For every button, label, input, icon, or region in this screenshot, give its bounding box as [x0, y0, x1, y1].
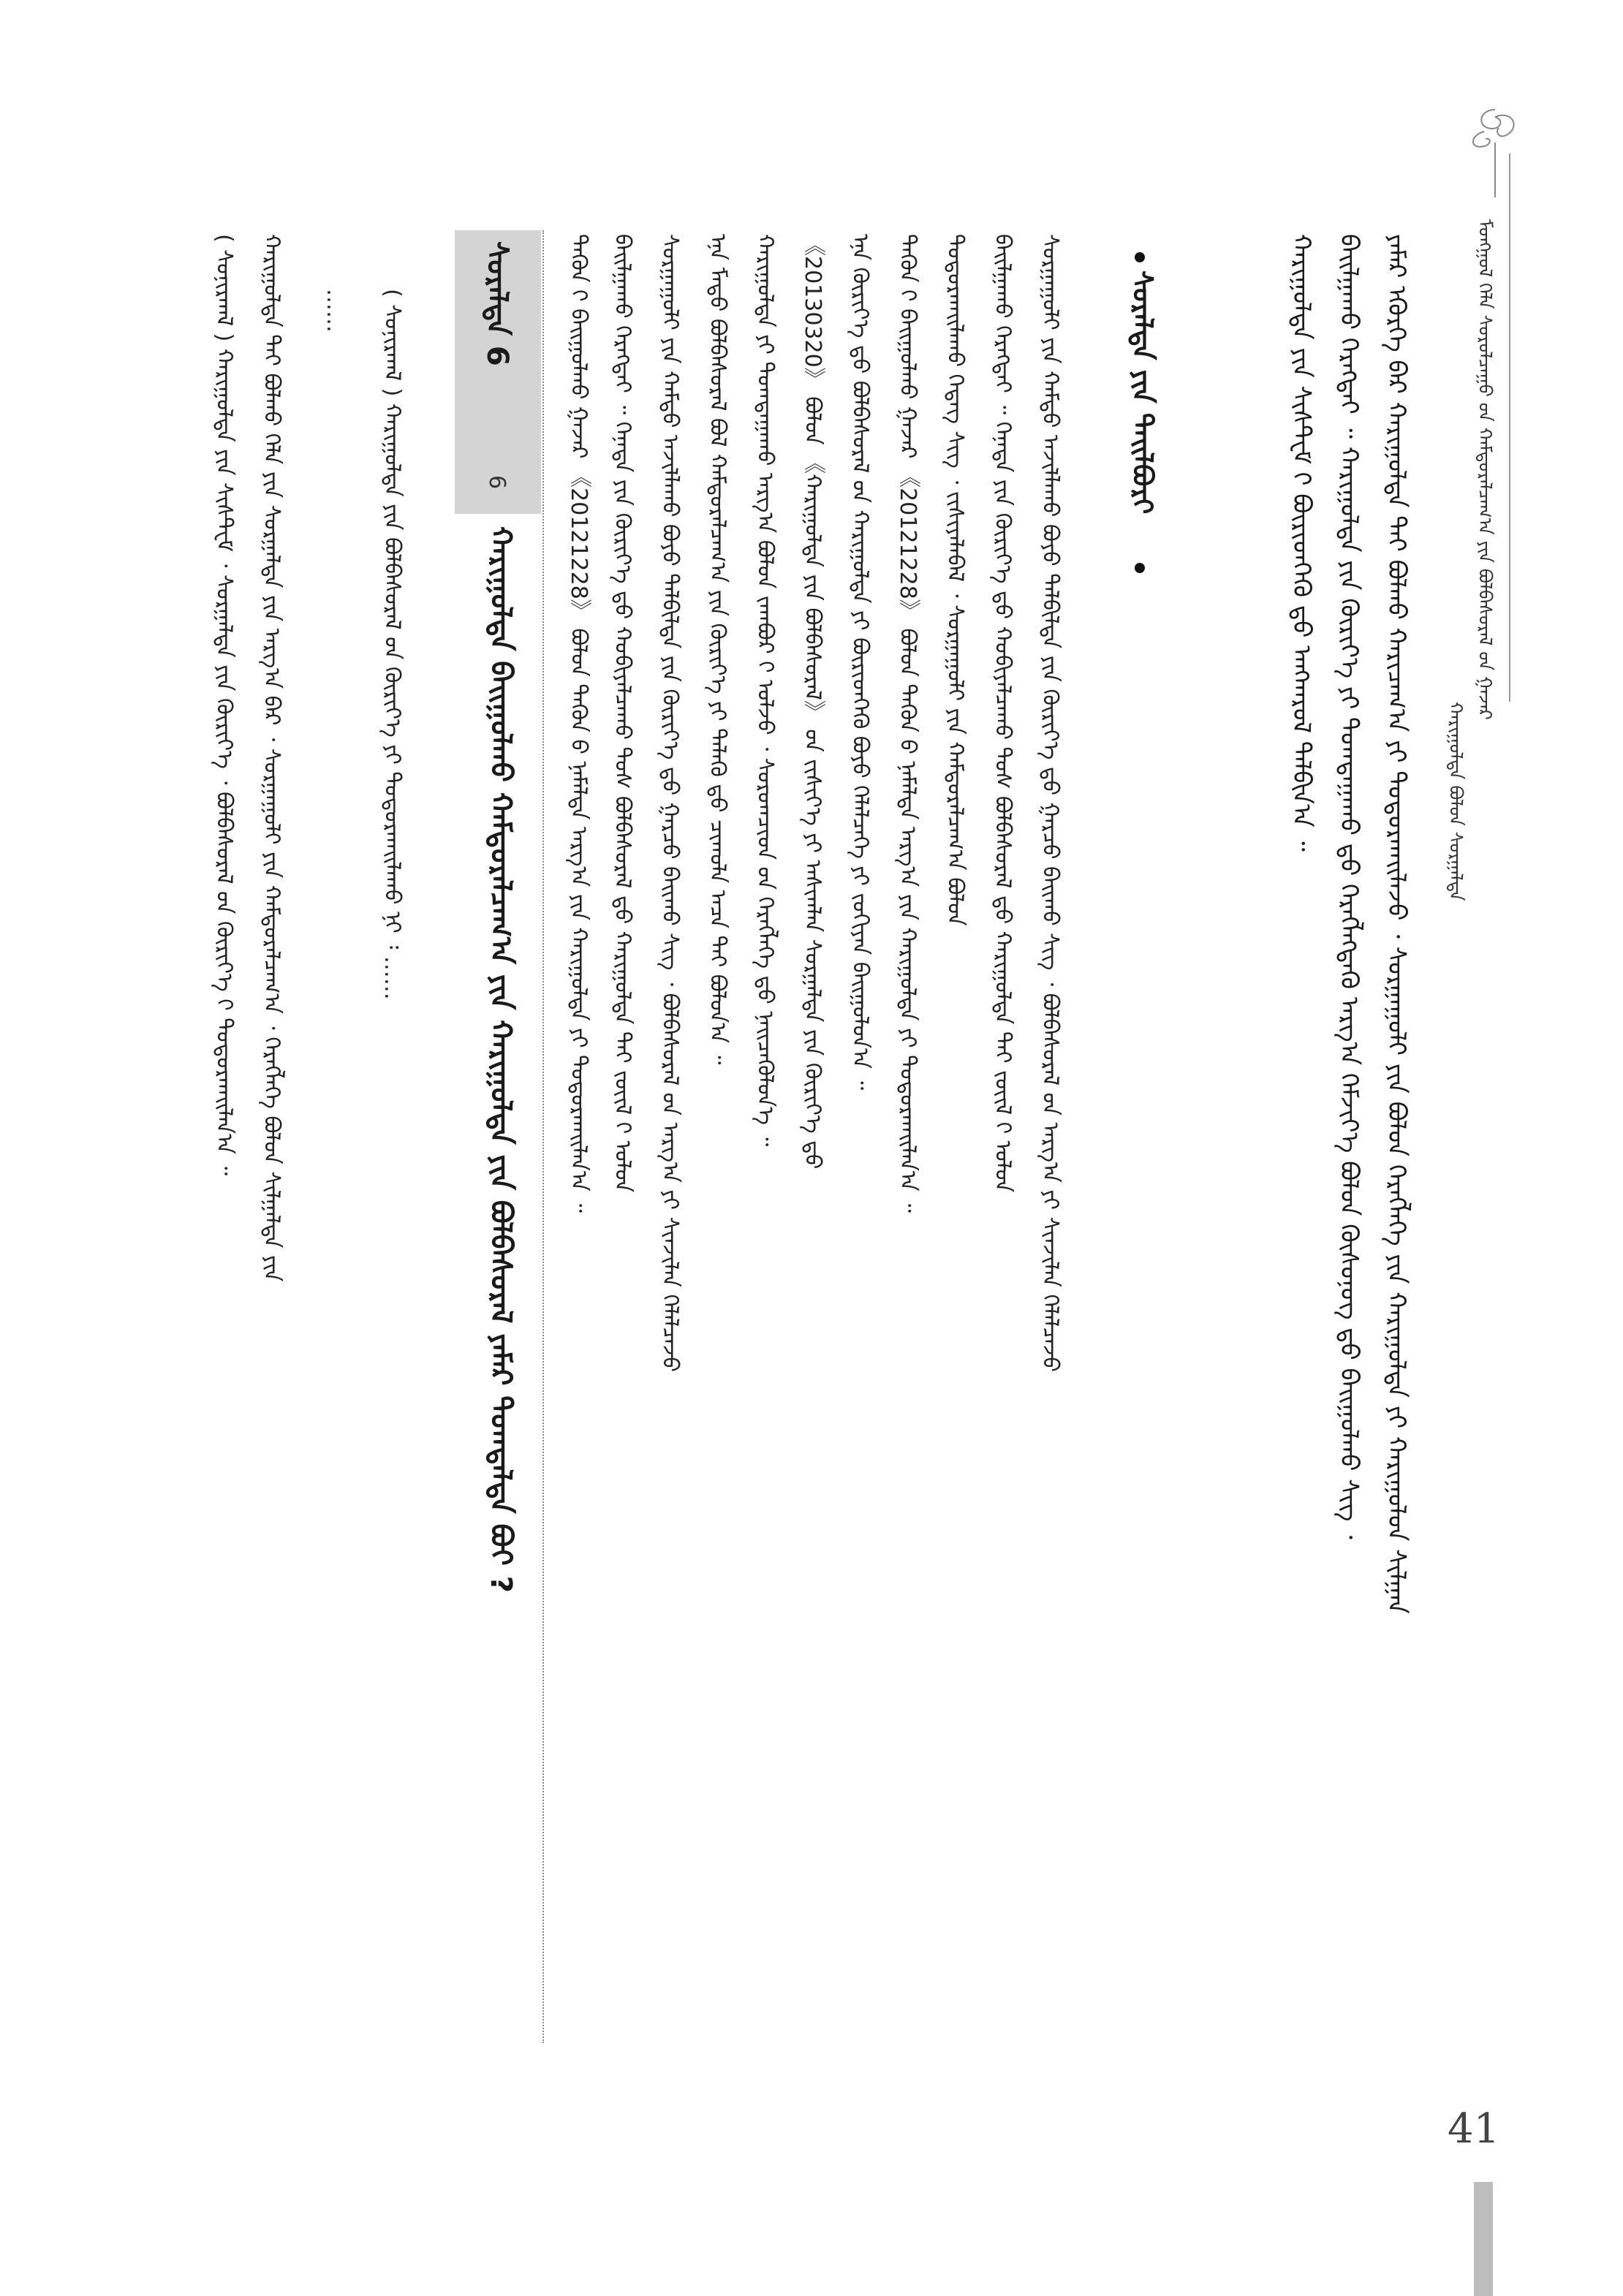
footer-line-4: ( ᠰᠣᠨᠢᠷᠬᠠᠯ ) ᠬᠠᠷᠢᠭᠤᠯᠲᠠ ᠶᠢᠨ ᠰᠢᠰᠲ᠋ᠧᠮ ᠂ ᠰᠤᠷᠭᠠᠯᠲᠠ ᠶᠢᠨ ᠬᠦᠷᠢᠶ᠎ᠡ ᠂ ᠪᠣᠯᠪᠠᠰᠤᠷᠠᠯ ᠤ᠋ᠨ ᠬᠦᠷᠢᠶ᠎ᠡ ᠢ᠋ ᠲᠣᠳᠣᠷᠬᠠᠢᠯᠠᠨ᠎ᠠ ᠃: [211, 234, 237, 1176]
answer-line-5: ᠡᠨᠡ ᠬᠦᠷᠢᠶ᠎ᠡ ᠳ᠋ᠤ ᠪᠣᠯᠪᠠᠰᠤᠷᠠᠯ ᠤ᠋ᠨ ᠬᠠᠷᠢᠭᠤᠯᠲᠠ ᠶᠢ ᠪᠦᠷᠢᠳᠬᠡᠬᠦ ᠪᠤᠶᠤ ᠬᠡᠯᠡᠯᠴᠡᠭᠡ ᠶᠢ ᠵᠣᠬᠢᠶᠠᠨ ᠪᠠᠢᠭᠤᠯᠤᠨ᠎ᠠ ᠃: [847, 234, 873, 1091]
answer-line-7: ᠬᠠᠷᠢᠭᠤᠯᠲᠠ ᠶᠢ ᠲᠣᠭᠲᠠᠭᠠᠬᠤ ᠠᠷᠭ᠎ᠠ ᠪᠣᠯᠤᠨ ᠵᠠᠭᠪᠤᠷ ᠢ᠋ ᠣᠯᠵᠤ ᠂ ᠰᠤᠷᠤᠭᠴᠢᠳ ᠤ᠋ᠨ ᠬᠡᠷᠡᠭᠯᠡᠭᠡ ᠳ᠋ᠤ ᠨᠡᠢᠴᠡᠭᠦᠯᠦᠨ᠎ᠡ ᠃: [752, 234, 778, 1147]
answer-line-6: 《20130320》 ᠪᠣᠯᠤᠨ 《ᠬᠠᠷᠢᠭᠤᠯᠲᠠ ᠶᠢᠨ ᠪᠣᠯᠪᠠᠰᠤᠷᠠᠯ》 ᠤ᠋ᠨ ᠵᠢᠱᠢᠶ᠎ᠡ ᠶᠢ ᠠᠰᠢᠭᠯᠠᠨ ᠰᠤᠷᠭᠠᠯᠲᠠ ᠶᠢᠨ ᠬᠦᠷᠢᠶ᠎ᠡ ᠳ᠋ᠤ: [800, 234, 825, 1170]
section-heading: ᠰᠤᠷᠠᠯᠲᠠ ᠶᠢᠨ ᠲᠠᠢᠯᠪᠤᠷᠢ: [1127, 270, 1159, 515]
answer-line-10: ᠪᠠᠢᠯᠭᠠᠬᠤ ᠬᠡᠷᠡᠭᠲᠡᠢ ᠃ ᠭᠡᠨᠡᠳᠡ ᠶᠢᠨ ᠬᠦᠷᠢᠶ᠎ᠡ ᠳ᠋ᠤ ᠬᠤᠪᠢᠶᠠᠯᠴᠠᠬᠤ ᠲᠤᠰ ᠪᠣᠯᠪᠠᠰᠤᠷᠠᠯ ᠳ᠋ᠤ ᠬᠠᠷᠢᠭᠤᠯᠲᠠ ᠲᠠᠢ ᠵᠦᠢᠯ ᠢ᠋ ᠣᠯᠤᠨ: [610, 234, 635, 1193]
page-number: 41: [1448, 2105, 1500, 2153]
header-rule: [1509, 154, 1510, 702]
intro-paragraph-line-2: ᠪᠠᠢᠯᠭᠠᠬᠤ ᠬᠡᠷᠡᠭᠲᠡᠢ ᠃ ᠬᠠᠷᠢᠭᠤᠯᠲᠠ ᠶᠢᠨ ᠬᠦᠷᠢᠶ᠎ᠡ ᠶᠢ ᠲᠣᠭᠲᠠᠭᠠᠬᠤ ᠳ᠋ᠤ ᠬᠡᠷᠡᠭᠯᠡᠭᠳᠡᠬᠦ ᠠᠷᠭ᠎ᠠ ᠬᠡᠮᠵᠢᠶ᠎ᠡ ᠪᠣᠯᠤᠨ ᠬᠦᠰᠦᠨᠦᠭ ᠳ᠋ᠤ ᠪᠠᠢᠭᠤᠯᠬᠤ ᠰᠢᠭ ᠂: [1334, 234, 1363, 1539]
question-text: ᠬᠠᠷᠢᠭᠤᠯᠲᠠ ᠪᠠᠢᠭᠤᠯᠬᠤ ᠬᠠᠮᠲᠤᠷᠠᠯᠴᠠᠭ᠎ᠠ ᠶᠢᠨ ᠬᠠᠷᠢᠭᠤᠯᠲᠠ ᠶᠢᠨ ᠪᠣᠯᠪᠠᠰᠤᠷᠠᠯ ᠶᠠᠮᠠᠷ ᠲᠣᠭᠲᠠᠯᠲᠠ ᠪᠣᠢ ?: [484, 526, 518, 1593]
question-label: ᠰᠤᠷᠠᠯᠲᠠ 6: [480, 241, 514, 366]
question-number: 6: [484, 475, 510, 490]
answer-line-8: ᠡᠨᠡ ᠮᠡᠲᠦ ᠪᠣᠯᠪᠠᠰᠤᠷᠠᠯ ᠪᠣᠯ ᠬᠠᠮᠲᠤᠷᠠᠯᠴᠠᠭ᠎ᠠ ᠶᠢᠨ ᠬᠦᠷᠢᠶ᠎ᠡ ᠶᠢ ᠲᠡᠯᠡᠬᠦ ᠳ᠋ᠤ ᠴᠢᠬᠤᠯᠠ ᠠᠴᠠ ᠲᠠᠢ ᠪᠣᠯᠤᠨ᠎ᠠ ᠃: [705, 234, 730, 1065]
block-separator: [542, 230, 544, 2043]
heading-bullet-icon: [1135, 563, 1145, 573]
intro-paragraph-line-3: ᠬᠠᠷᠢᠭᠤᠯᠲᠠ ᠶᠢᠨ ᠰᠢᠰᠲ᠋ᠧᠮ ᠢ᠋ ᠪᠦᠷᠢᠳᠬᠡᠬᠦ ᠳ᠋ᠤ ᠠᠩᠬᠠᠷᠤᠯ ᠲᠠᠯᠪᠢᠨ᠎ᠠ ᠃: [1287, 234, 1316, 852]
heading-bullet-icon: [1135, 252, 1145, 262]
running-header-line-2: ᠬᠠᠷᠢᠭᠤᠯᠲᠠ ᠪᠣᠯᠤᠨ ᠰᠤᠷᠭᠠᠯᠲᠠ: [1445, 702, 1467, 901]
answer-line-1: ᠰᠤᠷᠭᠠᠭᠤᠯᠢ ᠶᠢᠨ ᠬᠠᠮᠲᠤ ᠠᠵᠢᠯᠯᠠᠬᠤ ᠪᠤᠶᠤ ᠲᠠᠯᠪᠢᠯᠲᠠ ᠶᠢᠨ ᠬᠦᠷᠢᠶ᠎ᠡ ᠳ᠋ᠤ ᠭᠠᠷᠴᠤ ᠪᠠᠢᠬᠤ ᠰᠢᠭ ᠂ ᠪᠣᠯᠪᠠᠰᠤᠷᠠᠯ ᠤ᠋ᠨ ᠠᠷᠭ᠎ᠠ ᠶᠢ ᠰᠢᠨᠵᠢᠯᠡᠨ ᠬᠡᠯᠡᠯᠴᠡᠵᠦ: [1037, 234, 1063, 1372]
footer-line-2: ……: [322, 289, 347, 333]
answer-line-9: ᠰᠤᠷᠭᠠᠭᠤᠯᠢ ᠶᠢᠨ ᠬᠠᠮᠲᠤ ᠠᠵᠢᠯᠯᠠᠬᠤ ᠪᠤᠶᠤ ᠲᠠᠯᠪᠢᠯᠲᠠ ᠶᠢᠨ ᠬᠦᠷᠢᠶ᠎ᠡ ᠳ᠋ᠤ ᠭᠠᠷᠴᠤ ᠪᠠᠢᠬᠤ ᠰᠢᠭ ᠂ ᠪᠣᠯᠪᠠᠰᠤᠷᠠᠯ ᠤ᠋ᠨ ᠠᠷᠭ᠎ᠠ ᠶᠢ ᠰᠢᠨᠵᠢᠯᠡᠨ ᠬᠡᠯᠡᠯᠴᠡᠵᠦ: [657, 234, 683, 1372]
answer-line-4: ᠲᠡᠭᠦᠨ ᠢ᠋ ᠪᠠᠢᠭᠤᠯᠬᠤ ᠭᠠᠵᠠᠷ 《20121228》 ᠪᠣᠯᠤᠨ ᠲᠡᠭᠦᠨ ᠦ᠌ ᠨᠡᠮᠡᠯᠲᠡ ᠠᠷᠭ᠎ᠠ ᠶᠢᠨ ᠬᠠᠷᠢᠭᠤᠯᠲᠠ ᠶᠢ ᠲᠣᠳᠣᠷᠬᠠᠢᠯᠠᠨ᠎ᠠ ᠃: [895, 234, 920, 1213]
running-header-line-1: ᠮᠣᠩᠭᠣᠯ ᠬᠡᠯᠡ ᠰᠤᠷᠤᠯᠴᠠᠭᠤ ᠤ᠋ᠨ ᠬᠠᠮᠲᠤᠷᠠᠯᠴᠠᠭ᠎ᠠ ᠶᠢᠨ ᠪᠣᠯᠪᠠᠰᠤᠷᠠᠯ ᠤ᠋ᠨ ᠭᠠᠵᠠᠷ: [1475, 219, 1496, 720]
page-edge-tab: [1474, 2182, 1493, 2296]
footer-line-3: ᠬᠠᠷᠢᠭᠤᠯᠲᠠ ᠲᠠᠢ ᠪᠣᠯᠬᠤ ᠬᠡᠯᠡ ᠶᠢᠨ ᠰᠤᠷᠭᠠᠯᠲᠠ ᠶᠢᠨ ᠠᠷᠭ᠎ᠠ ᠪᠠᠷ ᠂ ᠰᠤᠷᠭᠠᠭᠤᠯᠢ ᠶᠢᠨ ᠬᠠᠮᠲᠤᠷᠠᠯᠴᠠᠭ᠎ᠠ ᠂ ᠬᠡᠷᠡᠭᠯᠡᠭᠡ ᠪᠣᠯᠤᠨ ᠰᠢᠯᠭᠠᠯᠲᠠ ᠶᠢᠨ: [259, 234, 284, 1282]
header-ornament-icon: [1462, 102, 1528, 197]
intro-paragraph-line-1: ᠶᠠᠮᠠᠷ ᠡᠭᠦᠷᠭᠡ ᠪᠡᠷ ᠬᠠᠷᠢᠭᠤᠯᠲᠠ ᠲᠠᠢ ᠪᠣᠯᠬᠤ ᠬᠠᠷᠢᠴᠠᠭ᠎ᠠ ᠶᠢ ᠲᠣᠳᠣᠷᠬᠠᠢᠯᠠᠵᠤ ᠂ ᠰᠤᠷᠭᠠᠭᠤᠯᠢ ᠶᠢᠨ ᠪᠣᠯᠤᠨ ᠬᠡᠷᠡᠭᠯᠡᠭᠡ ᠶᠢᠨ ᠬᠠᠷᠢᠭᠤᠯᠲᠠ ᠶᠢ ᠬᠠᠷᠢᠭᠤᠯᠤᠨ ᠰᠢᠯᠭᠠᠨ: [1382, 234, 1411, 1614]
answer-line-3: ᠲᠣᠳᠣᠷᠬᠠᠢᠯᠠᠬᠤ ᠭᠡᠳᠡᠭ ᠰᠢᠭ ᠂ ᠵᠢᠱᠢᠶᠡᠯᠡᠪᠡᠯ ᠂ ᠰᠤᠷᠭᠠᠭᠤᠯᠢ ᠶᠢᠨ ᠬᠠᠮᠲᠤᠷᠠᠯᠴᠠᠭ᠎ᠠ ᠪᠣᠯᠤᠨ: [942, 234, 968, 926]
footer-line-1: ( ᠰᠣᠨᠢᠷᠬᠠᠯ ) ᠬᠠᠷᠢᠭᠤᠯᠲᠠ ᠶᠢᠨ ᠪᠣᠯᠪᠠᠰᠤᠷᠠᠯ ᠤ᠋ᠨ ᠬᠦᠷᠢᠶ᠎ᠡ ᠶᠢ ᠲᠣᠳᠣᠷᠬᠠᠢᠯᠠᠬᠤ ᠨᠢ ᠄ ……: [379, 289, 405, 1000]
answer-line-11: ᠲᠡᠭᠦᠨ ᠢ᠋ ᠪᠠᠢᠭᠤᠯᠬᠤ ᠭᠠᠵᠠᠷ 《20121228》 ᠪᠣᠯᠤᠨ ᠲᠡᠭᠦᠨ ᠦ᠌ ᠨᠡᠮᠡᠯᠲᠡ ᠠᠷᠭ᠎ᠠ ᠶᠢᠨ ᠬᠠᠷᠢᠭᠤᠯᠲᠠ ᠶᠢ ᠲᠣᠳᠣᠷᠬᠠᠢᠯᠠᠨ᠎ᠠ ᠃: [566, 234, 591, 1213]
answer-line-2: ᠪᠠᠢᠯᠭᠠᠬᠤ ᠬᠡᠷᠡᠭᠲᠡᠢ ᠃ ᠭᠡᠨᠡᠳᠡ ᠶᠢᠨ ᠬᠦᠷᠢᠶ᠎ᠡ ᠳ᠋ᠤ ᠬᠤᠪᠢᠶᠠᠯᠴᠠᠬᠤ ᠲᠤᠰ ᠪᠣᠯᠪᠠᠰᠤᠷᠠᠯ ᠳ᠋ᠤ ᠬᠠᠷᠢᠭᠤᠯᠲᠠ ᠲᠠᠢ ᠵᠦᠢᠯ ᠢ᠋ ᠣᠯᠤᠨ: [990, 234, 1015, 1193]
